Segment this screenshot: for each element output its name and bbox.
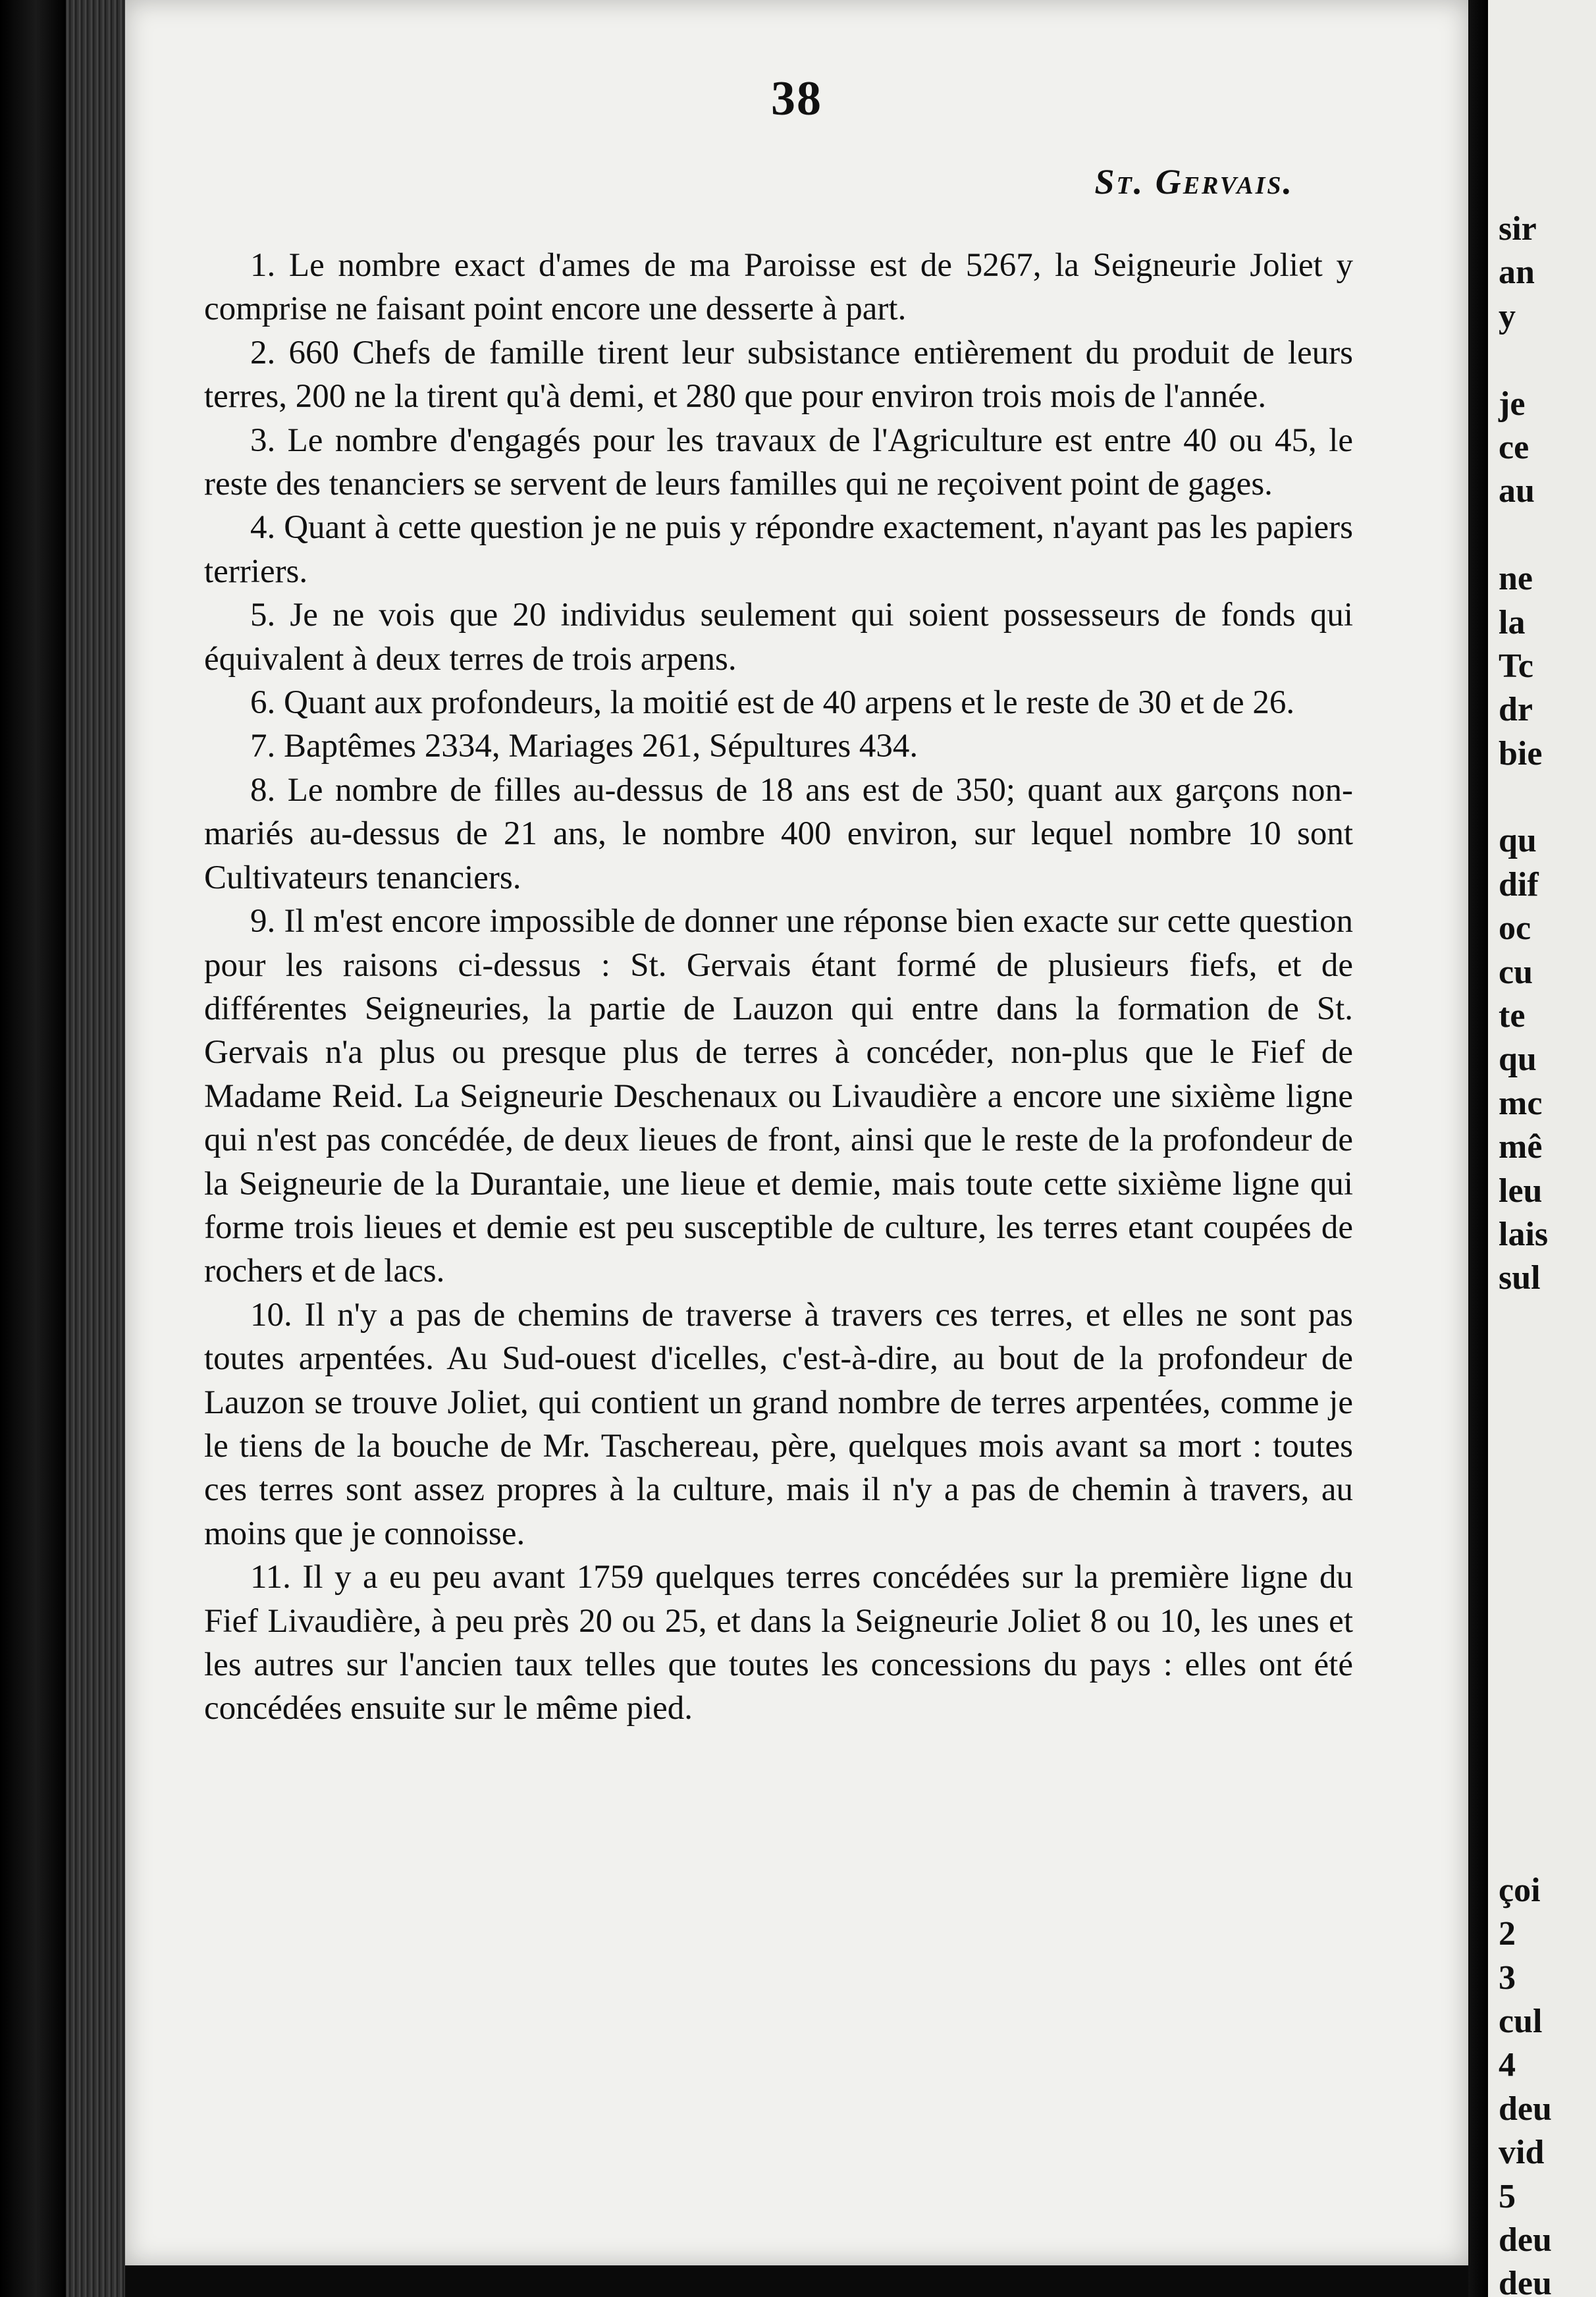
scanner-binding bbox=[0, 0, 66, 2297]
facing-page-fragment: bie bbox=[1499, 734, 1543, 772]
facing-page-fragment bbox=[1499, 1519, 1596, 1563]
facing-page-fragment: te bbox=[1499, 997, 1526, 1035]
facing-page-fragment: au bbox=[1499, 472, 1535, 510]
facing-page-fragment: qu bbox=[1499, 1040, 1537, 1079]
facing-page-fragment: la bbox=[1499, 603, 1526, 641]
paragraph-9: 9. Il m'est encore impossible de donner une réponse bien exacte sur cette question pour les raisons ci-dessus : St. Gervais étant formé de plusieurs fiefs, et de différentes Seigneuries, la partie de Lauzon qui entre dans la formation de St. Gervais n'a plus ou presque plus de terres à concéder, non-plus que le Fief de Madame Reid. La Seigneurie Deschenaux ou Livaudière a encore une sixième ligne qui n'est pas concédée, de deux lieues de front, ainsi que le reste de la profondeur de la Seigneurie de la Durantaie, une lieue et demie, mais toute cette sixième ligne qui forme trois lieues et demie est peu susceptible de culture, les terres etant coupées de rochers et de lacs. bbox=[204, 903, 1353, 1290]
facing-page-fragment: 5 bbox=[1499, 2177, 1516, 2215]
paragraph-6: 6. Quant aux profondeurs, la moitié est de 40 arpens et le reste de 30 et de 26. bbox=[250, 684, 1295, 722]
facing-page-fragment: 3 bbox=[1499, 1959, 1516, 1997]
scanner-bottom bbox=[125, 2265, 1468, 2297]
facing-page-fragment bbox=[1499, 338, 1596, 382]
facing-page-fragment: mc bbox=[1499, 1084, 1543, 1122]
facing-page-fragment: je bbox=[1499, 385, 1526, 423]
facing-page-fragment: deu bbox=[1499, 2265, 1552, 2297]
paragraph-10: 10. Il n'y a pas de chemins de traverse à travers ces terres, et elles ne sont pas toutes arpentées. Au Sud-ouest d'icelles, c'est-à-dire, au bout de la profondeur de Lauzon se trouve Joliet, qui contient un grand nombre de terres arpentées, comme je le tiens de la bouche de Mr. Taschereau, père, quelques mois avant sa mort : toutes ces terres sont assez propres à la culture, mais il n'y a pas de chemin à travers, au moins que je connoisse. bbox=[204, 1296, 1353, 1552]
facing-page-fragment: lais bbox=[1499, 1215, 1549, 1253]
facing-page-fragment bbox=[1499, 1607, 1596, 1650]
paragraph-1: 1. Le nombre exact d'ames de ma Paroisse est de 5267, la Seigneurie Joliet y comprise ne faisant point encore une desserte à part. bbox=[204, 247, 1353, 328]
facing-page-fragment bbox=[1499, 1388, 1596, 1432]
facing-page-fragment bbox=[1499, 1650, 1596, 1694]
facing-page-fragment bbox=[1499, 1563, 1596, 1606]
facing-page-fragment: 4 bbox=[1499, 2046, 1516, 2084]
paragraph-8: 8. Le nombre de filles au-dessus de 18 ans est de 350; quant aux garçons non-mariés au-dessus de 21 ans, le nombre 400 environ, sur lequel nombre 10 sont Cultivateurs tenanciers. bbox=[204, 771, 1353, 896]
facing-page-fragment: cul bbox=[1499, 2003, 1543, 2041]
facing-page-fragment bbox=[1499, 1344, 1596, 1388]
paragraph-11: 11. Il y a eu peu avant 1759 quelques terres concédées sur la première ligne du Fief Livaudière, à peu près 20 ou 25, et dans la Seigneurie Joliet 8 ou 10, les unes et les autres sur l'ancien taux telles que toutes les concessions du pays : elles ont été concédées ensuite sur le même pied. bbox=[204, 1559, 1353, 1727]
facing-page-fragment: qu bbox=[1499, 822, 1537, 860]
facing-page-fragment: deu bbox=[1499, 2221, 1552, 2259]
facing-page-fragment: mê bbox=[1499, 1128, 1543, 1166]
facing-page-edge bbox=[1488, 0, 1596, 2297]
facing-page-fragment: sul bbox=[1499, 1259, 1541, 1297]
body-text bbox=[204, 244, 1353, 1731]
facing-page-fragment bbox=[1499, 1301, 1596, 1344]
facing-page-fragment: dif bbox=[1499, 865, 1539, 904]
facing-page-fragment: leu bbox=[1499, 1172, 1543, 1210]
paragraph-7: 7. Baptêmes 2334, Mariages 261, Sépultures 434. bbox=[250, 728, 918, 765]
facing-page-fragment: vid bbox=[1499, 2134, 1545, 2172]
facing-page-fragment bbox=[1499, 776, 1596, 819]
paragraph-4: 4. Quant à cette question je ne puis y répondre exactement, n'ayant pas les papiers terriers. bbox=[204, 509, 1353, 590]
facing-page-fragment: deu bbox=[1499, 2090, 1552, 2128]
facing-page-fragment bbox=[1499, 1475, 1596, 1519]
page-stack-edge bbox=[66, 0, 125, 2297]
page-number: 38 bbox=[771, 72, 822, 126]
facing-page-fragment: Tc bbox=[1499, 647, 1533, 685]
facing-page-fragment bbox=[1499, 1781, 1596, 1825]
paragraph-5: 5. Je ne vois que 20 individus seulement qui soient possesseurs de fonds qui équivalent à deux terres de trois arpens. bbox=[204, 597, 1353, 678]
facing-page-fragment: oc bbox=[1499, 909, 1531, 948]
facing-page-fragment bbox=[1499, 1694, 1596, 1737]
running-head: St. Gervais. bbox=[1094, 162, 1294, 202]
facing-page-fragment: çoi bbox=[1499, 1871, 1541, 1909]
facing-page-fragment: ce bbox=[1499, 428, 1530, 466]
paragraph-3: 3. Le nombre d'engagés pour les travaux de l'Agriculture est entre 40 ou 45, le reste des tenanciers se servent de leurs familles qui ne reçoivent point de gages. bbox=[204, 421, 1353, 503]
facing-page-fragment: sir bbox=[1499, 210, 1537, 248]
facing-page-fragment: y bbox=[1499, 297, 1516, 335]
book-gutter bbox=[1468, 0, 1488, 2297]
facing-page-fragment: dr bbox=[1499, 691, 1533, 729]
facing-page-fragment: an bbox=[1499, 254, 1535, 292]
paragraph-2: 2. 660 Chefs de famille tirent leur subsistance entièrement du produit de leurs terres, 200 ne la tirent qu'à demi, et 280 que pour environ trois mois de l'année. bbox=[204, 334, 1353, 416]
facing-page-fragment bbox=[1499, 514, 1596, 557]
facing-page-fragment bbox=[1499, 1825, 1596, 1868]
facing-page-fragment bbox=[1499, 1432, 1596, 1475]
facing-page-fragment: ne bbox=[1499, 560, 1533, 598]
facing-page-fragment: 2 bbox=[1499, 1915, 1516, 1953]
facing-page-fragment: cu bbox=[1499, 953, 1533, 991]
facing-page-fragment bbox=[1499, 1738, 1596, 1781]
facing-page-text bbox=[1499, 207, 1596, 2297]
